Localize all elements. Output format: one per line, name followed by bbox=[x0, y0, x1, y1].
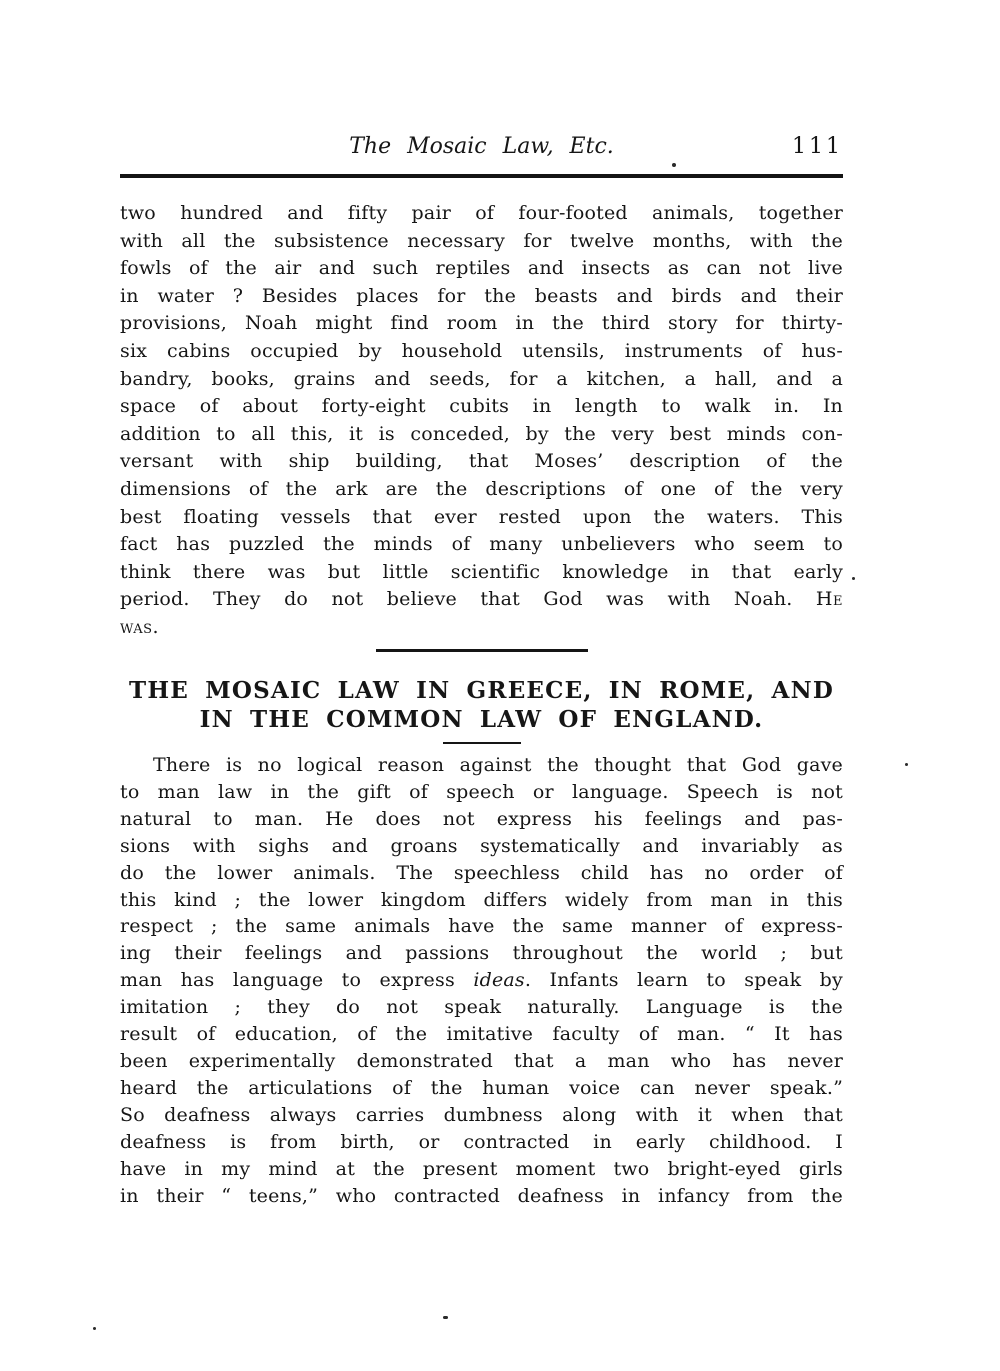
text-line: fact has puzzled the minds of many unbelievers who seem to bbox=[120, 533, 843, 556]
text-line: this kind ; the lower kingdom differs widely from man in this bbox=[120, 888, 843, 911]
text-line: provisions, Noah might find room in the third story for thirty- bbox=[120, 312, 843, 335]
text-line: do the lower animals. The speechless child has no order of bbox=[120, 861, 843, 884]
text-line: best floating vessels that ever rested upon the waters. This bbox=[120, 505, 843, 528]
running-header-title: The Mosaic Law, Etc. bbox=[349, 134, 614, 159]
heading-divider bbox=[443, 742, 521, 745]
section-heading bbox=[120, 676, 843, 734]
text-segment: . Infants learn to speak by bbox=[524, 969, 843, 992]
text-line: natural to man. He does not express his feelings and pas- bbox=[120, 807, 843, 830]
text-segment: man has language to express bbox=[120, 969, 455, 992]
header-rule bbox=[120, 174, 843, 178]
text-line: respect ; the same animals have the same manner of express- bbox=[120, 915, 843, 938]
text-segment: period. They do not believe that God was with Noah. bbox=[120, 588, 793, 611]
paragraph-body bbox=[120, 752, 843, 1209]
text-line: heard the articulations of the human voice can never speak.” bbox=[120, 1076, 843, 1099]
text-line bbox=[120, 967, 843, 994]
text-line: fowls of the air and such reptiles and insects as can not live bbox=[120, 257, 843, 280]
text-line: So deafness always carries dumbness along with it when that bbox=[120, 1103, 843, 1126]
text-line: in water ? Besides places for the beasts and birds and their bbox=[120, 284, 843, 307]
section-heading-line: THE MOSAIC LAW IN GREECE, IN ROME, AND bbox=[129, 676, 834, 704]
text-line: been experimentally demonstrated that a man who has never bbox=[120, 1049, 843, 1072]
running-header bbox=[120, 134, 843, 160]
text-line: addition to all this, it is conceded, by the very best minds con- bbox=[120, 422, 843, 445]
text-line: bandry, books, grains and seeds, for a kitchen, a hall, and a bbox=[120, 367, 843, 390]
text-line: to man law in the gift of speech or language. Speech is not bbox=[120, 780, 843, 803]
section-heading-line: IN THE COMMON LAW OF ENGLAND. bbox=[199, 705, 764, 733]
text-line: six cabins occupied by household utensils, instruments of hus- bbox=[120, 339, 843, 362]
scan-speck bbox=[905, 763, 908, 766]
scan-speck bbox=[443, 1316, 448, 1319]
italic-word: ideas bbox=[473, 969, 525, 992]
text-line: dimensions of the ark are the descriptions of one of the very bbox=[120, 477, 843, 500]
smallcaps-text: was. bbox=[120, 615, 160, 638]
text-line: two hundred and fifty pair of four-footed animals, together bbox=[120, 202, 843, 224]
text-line: think there was but little scientific knowledge in that early bbox=[120, 560, 843, 583]
scan-speck bbox=[93, 1327, 96, 1330]
paragraph-continuation bbox=[120, 200, 843, 642]
text-line: sions with sighs and groans systematically and invariably as bbox=[120, 834, 843, 857]
text-line: have in my mind at the present moment two bright-eyed girls bbox=[120, 1157, 843, 1180]
page-content bbox=[120, 0, 843, 1209]
text-line: space of about forty-eight cubits in length to walk in. In bbox=[120, 395, 843, 418]
text-line: versant with ship building, that Moses’ description of the bbox=[120, 450, 843, 473]
text-line: There is no logical reason against the thought that God gave bbox=[153, 754, 843, 776]
text-line: imitation ; they do not speak naturally. Language is the bbox=[120, 996, 843, 1019]
text-line: with all the subsistence necessary for twelve months, with the bbox=[120, 229, 843, 252]
scan-speck bbox=[672, 163, 676, 167]
text-line bbox=[120, 586, 843, 614]
text-line: result of education, of the imitative faculty of man. “ It has bbox=[120, 1023, 843, 1046]
text-line: ing their feelings and passions throughout the world ; but bbox=[120, 942, 843, 965]
smallcaps-text: He bbox=[815, 588, 843, 611]
section-divider bbox=[376, 649, 588, 652]
text-line: deafness is from birth, or contracted in early childhood. I bbox=[120, 1130, 843, 1153]
scan-speck bbox=[852, 577, 855, 580]
text-line: in their “ teens,” who contracted deafness in infancy from the bbox=[120, 1184, 843, 1207]
page-number: 111 bbox=[792, 134, 843, 159]
text-line bbox=[120, 614, 843, 642]
